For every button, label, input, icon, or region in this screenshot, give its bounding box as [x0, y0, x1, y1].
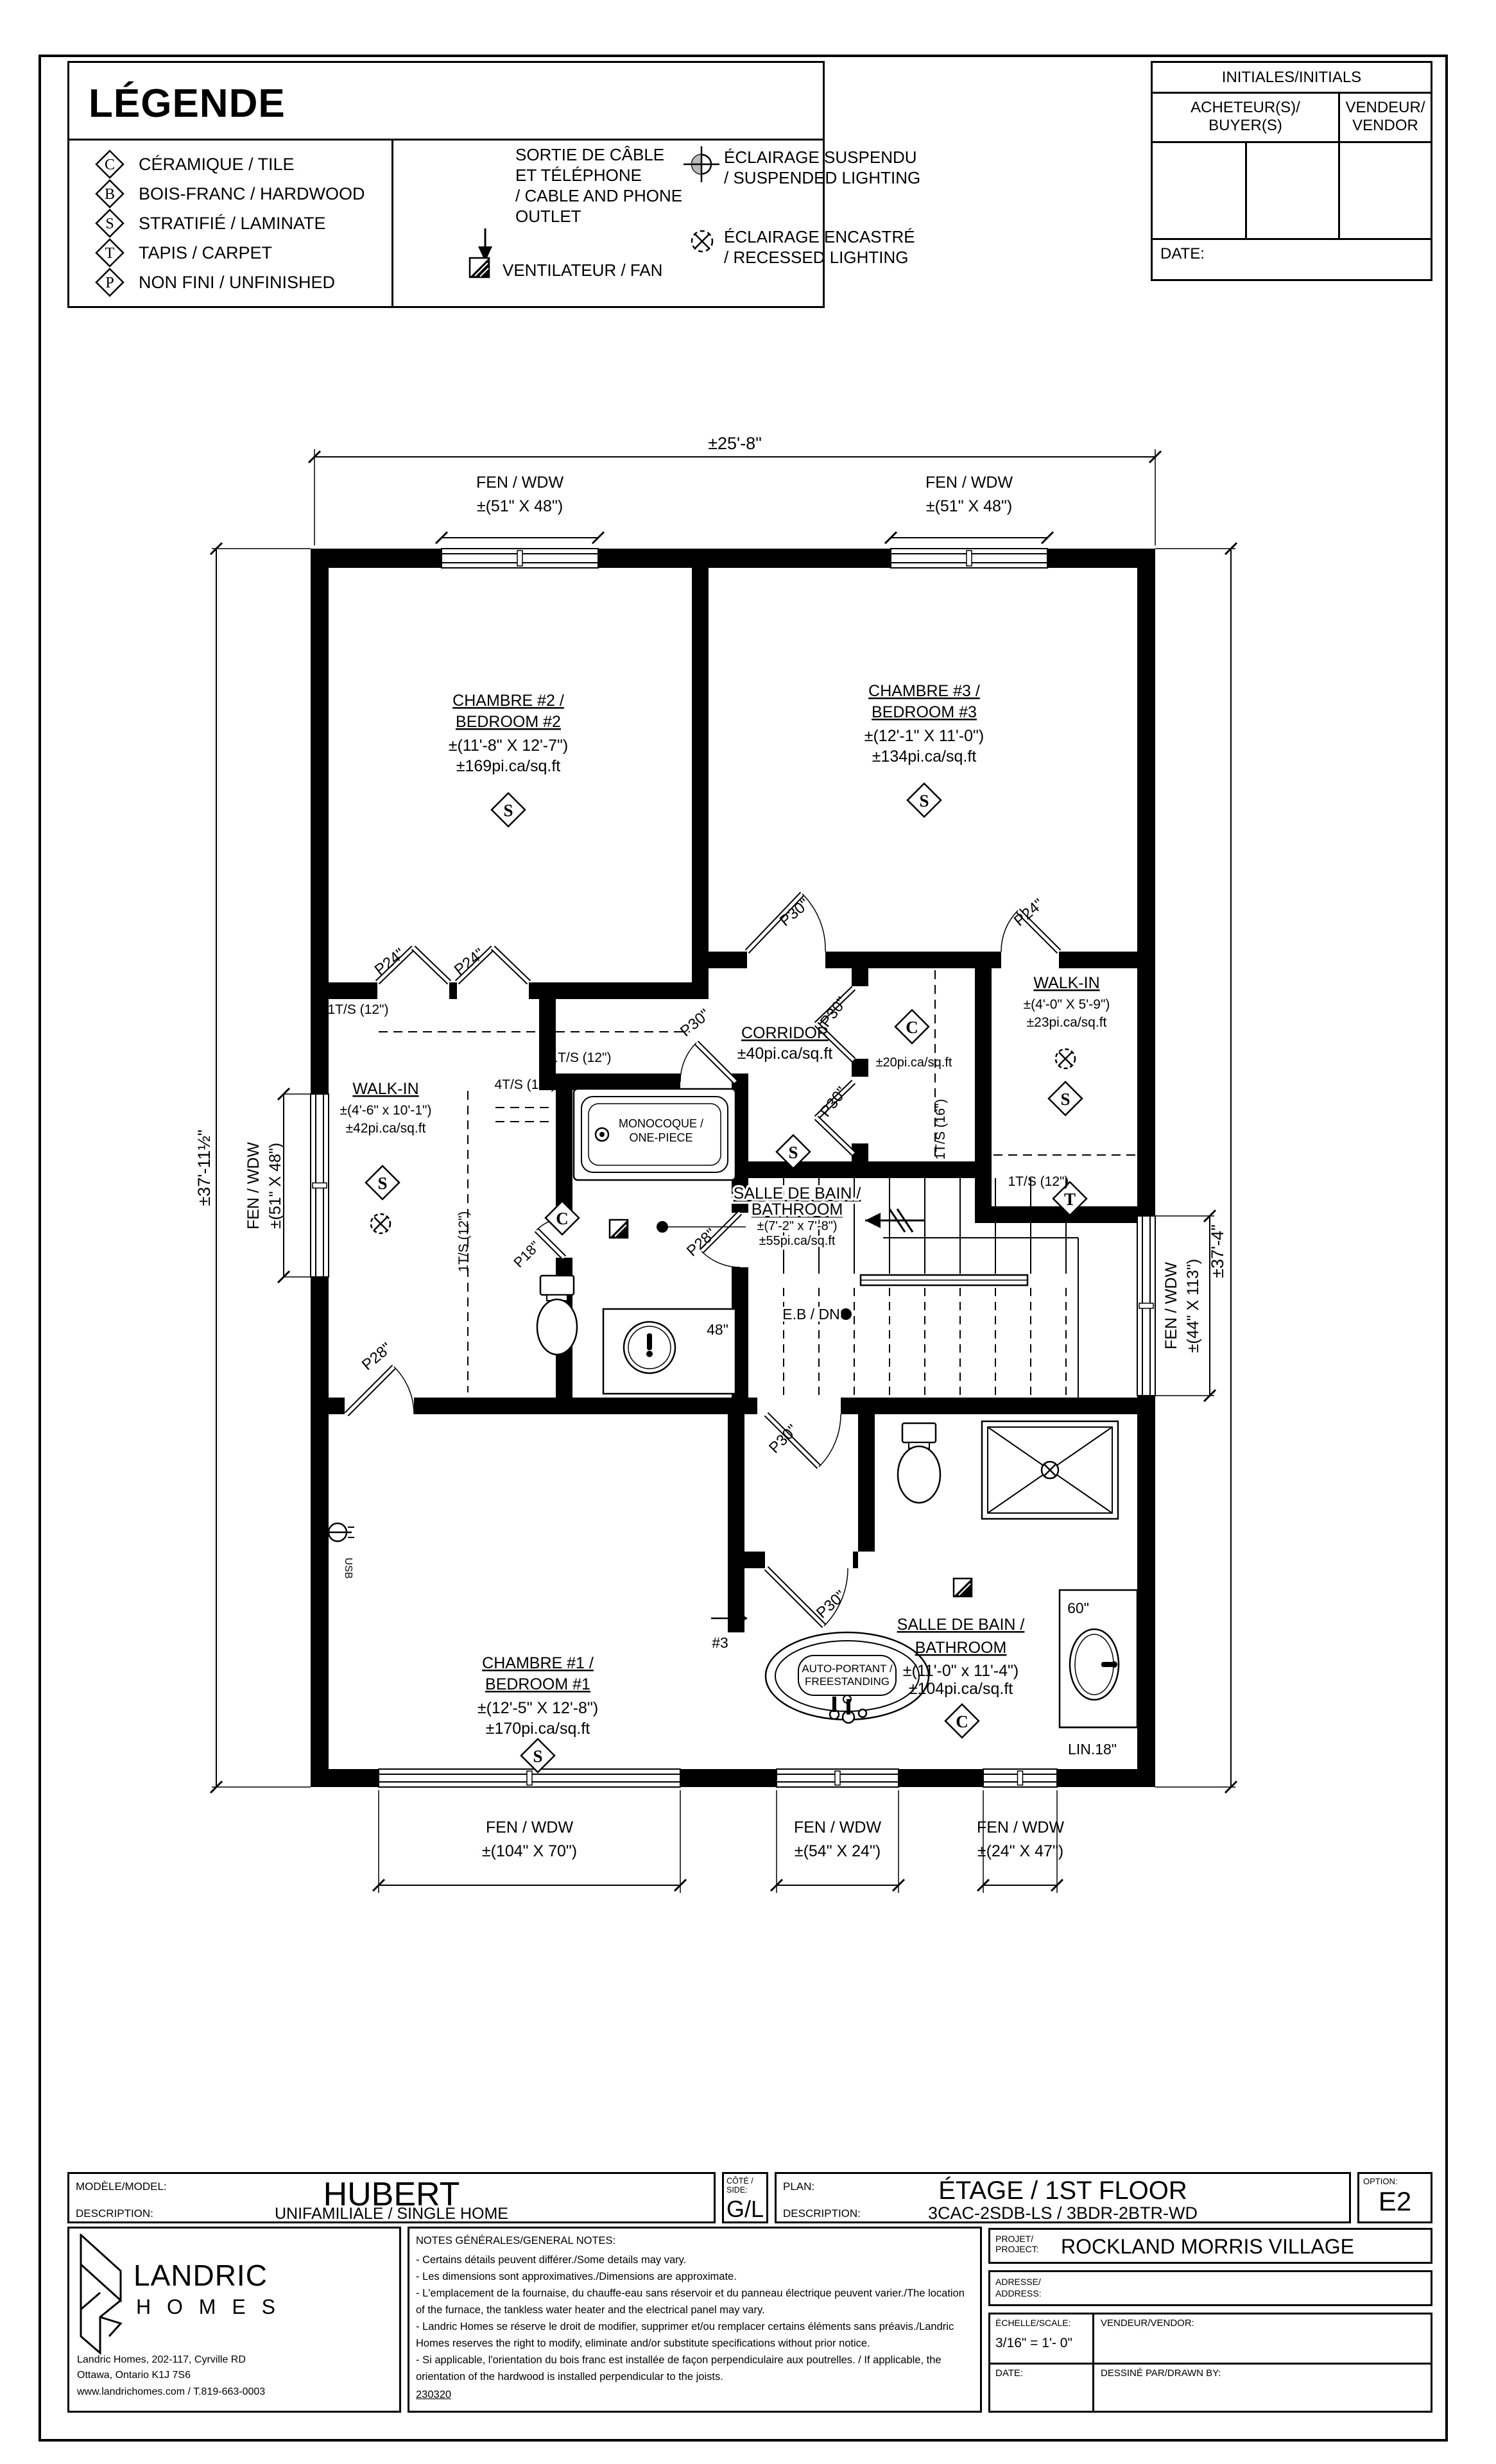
- plan-text: ±40pi.ca/sq.ft: [737, 1045, 833, 1063]
- diamond-B-icon: [95, 179, 125, 209]
- closet-area: ±20pi.ca/sq.ft: [875, 1056, 952, 1070]
- diamond-T-icon: [95, 238, 125, 268]
- legend-box: [67, 61, 921, 308]
- project-box: [988, 2228, 1432, 2264]
- legend-item-B: B BOIS-FRANC / HARDWOOD: [95, 179, 365, 209]
- laminate-symbol: [521, 1739, 555, 1772]
- shelf: 1T/S (12"): [550, 1050, 612, 1065]
- plan-text: ±(4'-0" X 5'-9"): [1023, 997, 1110, 1012]
- side-label: CÔTÉ / SIDE:: [727, 2177, 753, 2194]
- svg-text:P: P: [105, 275, 114, 291]
- plan-text: ±55pi.ca/sq.ft: [759, 1234, 836, 1248]
- vendor-cell[interactable]: [1094, 2314, 1432, 2365]
- initials-table: [1151, 61, 1432, 281]
- model-description: UNIFAMILIALE / SINGLE HOME: [275, 2205, 508, 2223]
- model-label: MODÈLE/MODEL:: [76, 2180, 167, 2193]
- legend-item-C: C CÉRAMIQUE / TILE: [95, 150, 295, 179]
- door-p30: P30": [776, 895, 813, 930]
- shelf: 4T/S (16"): [494, 1077, 556, 1092]
- cable-line1: SORTIE DE CÂBLE: [515, 145, 665, 164]
- svg-text:B: B: [104, 186, 116, 203]
- window-label: FEN / WDW: [1162, 1262, 1180, 1350]
- svg-text:C: C: [956, 1712, 968, 1731]
- recessed-line1: ÉCLAIRAGE ENCASTRÉ: [724, 227, 915, 246]
- door-p24: P24": [1010, 895, 1047, 930]
- svg-text:S: S: [919, 791, 929, 810]
- door-p28: P28": [358, 1339, 395, 1374]
- door-p30: P30": [766, 1421, 802, 1457]
- plan-text: BEDROOM #3: [872, 703, 977, 721]
- door-p30: P30": [676, 1005, 714, 1041]
- window-size: ±(24" X 47"): [977, 1842, 1064, 1860]
- vendor-initial-cell[interactable]: [1340, 143, 1431, 238]
- dim-height-left: ±37'-11½": [194, 1129, 214, 1206]
- window-label: FEN / WDW: [793, 1818, 882, 1836]
- window-label: FEN / WDW: [485, 1818, 574, 1836]
- landric-logo: [76, 2234, 127, 2356]
- door-p30: P30": [816, 993, 851, 1031]
- tile-symbol: [945, 1704, 979, 1738]
- model-box: [67, 2172, 716, 2223]
- notes-box: [408, 2227, 982, 2413]
- scale-label: ÉCHELLE/SCALE:: [995, 2318, 1071, 2328]
- plan-name: ÉTAGE / 1ST FLOOR: [938, 2177, 1187, 2205]
- plan-text: ±(12'-5" X 12'-8"): [477, 1699, 599, 1717]
- cable-line2: ET TÉLÉPHONE: [515, 166, 642, 185]
- plan-box: [775, 2172, 1351, 2223]
- address-box[interactable]: [988, 2270, 1432, 2306]
- window-label: FEN / WDW: [476, 474, 564, 492]
- drawn-by-cell[interactable]: [1094, 2365, 1432, 2413]
- tile-symbol: [546, 1201, 579, 1235]
- shelf: 1T/S (12"): [1008, 1174, 1069, 1189]
- svg-text:T: T: [105, 245, 115, 262]
- diamond-P-icon: [95, 268, 125, 297]
- recessed-light: [371, 1214, 390, 1233]
- legend-item-S: S STRATIFIÉ / LAMINATE: [95, 209, 326, 238]
- door-p28: P28": [683, 1225, 720, 1260]
- tile-symbol: [895, 1010, 929, 1043]
- door-p24: P24": [371, 945, 408, 979]
- plan-text: ONE-PIECE: [629, 1131, 693, 1144]
- plan-text: ±23pi.ca/sq.ft: [1026, 1015, 1107, 1030]
- company-address-3: www.landrichomes.com / T.819-663-0003: [77, 2386, 266, 2397]
- toilet: [898, 1423, 940, 1503]
- door-p18: P18": [510, 1238, 544, 1271]
- window-size: ±(104" X 70"): [481, 1842, 578, 1860]
- tub-one-piece: MONOCOQUE /: [618, 1117, 704, 1130]
- option-value: E2: [1378, 2186, 1412, 2216]
- cable-line3: / CABLE AND PHONE: [515, 186, 683, 205]
- svg-text:S: S: [788, 1143, 798, 1162]
- door-p30: P30": [816, 1083, 851, 1120]
- room-bedroom1: CHAMBRE #1 /: [482, 1654, 594, 1672]
- date-label: DATE:: [995, 2368, 1024, 2379]
- room-corridor: CORRIDOR: [741, 1024, 829, 1042]
- leader-dot: [840, 1308, 852, 1320]
- window-size: ±(51" X 48"): [266, 1142, 284, 1229]
- svg-text:S: S: [503, 801, 513, 820]
- svg-text:S: S: [377, 1174, 388, 1193]
- shelf: 1T/S (16"): [933, 1099, 948, 1160]
- scale-grid: [988, 2313, 1432, 2413]
- window-size: ±(44" X 113"): [1184, 1258, 1202, 1353]
- suspended-line2: / SUSPENDED LIGHTING: [724, 168, 921, 187]
- project-name: ROCKLAND MORRIS VILLAGE: [1061, 2235, 1354, 2258]
- plan-text: ±(11'-8" X 12'-7"): [448, 737, 569, 755]
- plan-text: ±(7'-2" x 7'-8"): [757, 1219, 838, 1233]
- usb-outlet-label: USB: [343, 1557, 354, 1579]
- plan-text: ±169pi.ca/sq.ft: [456, 757, 561, 775]
- buyer-initial-cell-2[interactable]: [1247, 143, 1340, 238]
- description-label: DESCRIPTION:: [76, 2207, 153, 2220]
- dim-height-right: ±37'-4": [1208, 1224, 1227, 1278]
- side-box: [722, 2172, 768, 2223]
- window-label: FEN / WDW: [976, 1818, 1065, 1836]
- window-size: ±(51" X 48"): [925, 497, 1013, 515]
- fan-symbol: [610, 1220, 628, 1238]
- window-size: ±(54" X 24"): [794, 1842, 881, 1860]
- notes-title: NOTES GÉNÉRALES/GENERAL NOTES:: [416, 2235, 616, 2246]
- company-name-1: LANDRIC: [133, 2259, 268, 2292]
- plan-text: BATHROOM: [915, 1639, 1007, 1657]
- date-cell2[interactable]: [990, 2365, 1094, 2413]
- plan-text: ±(12'-1" X 11'-0"): [864, 727, 984, 745]
- vanity-60: 60": [1067, 1600, 1089, 1616]
- cable-line4: OUTLET: [515, 207, 581, 226]
- legend-item-T: T TAPIS / CARPET: [95, 238, 272, 268]
- plan-text: ±134pi.ca/sq.ft: [872, 748, 977, 766]
- vendor-label: VENDEUR/VENDOR:: [1101, 2318, 1194, 2329]
- room-bedroom2: CHAMBRE #2 /: [452, 692, 564, 710]
- option-label: OPTION:: [1363, 2177, 1398, 2186]
- suspended-line1: ÉCLAIRAGE SUSPENDU: [724, 148, 917, 167]
- svg-text:C: C: [556, 1209, 569, 1228]
- door-p30: P30": [812, 1587, 850, 1622]
- outlet-3: #3: [712, 1634, 728, 1651]
- fan-symbol: [954, 1579, 972, 1596]
- door-p24: P24": [451, 945, 488, 979]
- linen-closet: LIN.18": [1068, 1741, 1117, 1758]
- toilet: [537, 1276, 577, 1355]
- svg-text:S: S: [1060, 1090, 1070, 1109]
- room-bathroom-bottom: SALLE DE BAIN /: [897, 1616, 1025, 1634]
- svg-text:S: S: [533, 1747, 543, 1766]
- shelf: 1T/S (12"): [327, 1002, 389, 1017]
- room-bedroom3: CHAMBRE #3 /: [868, 682, 980, 700]
- room-bathroom-mid: SALLE DE BAIN /: [733, 1185, 861, 1202]
- svg-text:C: C: [104, 157, 116, 173]
- legend-title: LÉGENDE: [89, 81, 286, 126]
- laminate-symbol: [1049, 1082, 1082, 1115]
- option-box: [1357, 2172, 1432, 2223]
- buyer-initial-cell-1[interactable]: [1153, 143, 1247, 238]
- plan-text: ±(4'-6" x 10'-1"): [340, 1103, 432, 1118]
- model-name: HUBERT: [323, 2176, 460, 2213]
- svg-text:C: C: [906, 1018, 918, 1037]
- notes-ref: 230320: [416, 2389, 452, 2400]
- stairs-down: E.B / DN: [782, 1306, 840, 1322]
- suspended-light-icon: [682, 145, 721, 184]
- legend-item-P: P NON FINI / UNFINISHED: [95, 268, 335, 297]
- initials-title: INITIALES/INITIALS: [1153, 63, 1431, 94]
- plan-text: BEDROOM #2: [456, 713, 561, 731]
- window-size: ±(51" X 48"): [476, 497, 563, 515]
- project-label: PROJET/ PROJECT:: [995, 2234, 1039, 2254]
- room-walkin-left: WALK-IN: [352, 1080, 419, 1098]
- laminate-symbol: [492, 793, 525, 826]
- recessed-line2: / RECESSED LIGHTING: [724, 248, 909, 267]
- fan-icon: [467, 255, 493, 281]
- plan-text: ±(11'-0" x 11'-4"): [902, 1662, 1019, 1680]
- window-label: FEN / WDW: [245, 1142, 262, 1230]
- drawn-by-label: DESSINÉ PAR/DRAWN BY:: [1101, 2368, 1221, 2379]
- vendor-header: VENDEUR/ VENDOR: [1345, 99, 1425, 134]
- company-name-2: H O M E S: [136, 2295, 280, 2318]
- shelf: 1T/S (12"): [456, 1211, 471, 1272]
- scale-value: 3/16" = 1'- 0": [995, 2336, 1072, 2350]
- side-value: G/L: [726, 2196, 764, 2222]
- plan-text: BEDROOM #1: [485, 1675, 590, 1693]
- company-address-2: Ottawa, Ontario K1J 7S6: [77, 2370, 191, 2381]
- buyer-header: ACHETEUR(S)/ BUYER(S): [1153, 94, 1340, 141]
- laminate-symbol: [366, 1166, 399, 1199]
- date-cell[interactable]: DATE:: [1160, 245, 1205, 262]
- plan-text: ±42pi.ca/sq.ft: [345, 1121, 426, 1136]
- dim-overall-width: ±25'-8": [708, 434, 762, 453]
- window-label: FEN / WDW: [925, 474, 1013, 492]
- notes-lines: - Certains détails peuvent différer./Some details may vary. - Les dimensions sont approximatives./Dimensions are approximate. - L'emplacement de la fournaise, du chauffe-eau sans réservoir et du panneau électrique peuvent varier./The location of the furnace, the tankless water heater and the electrical panel may vary. - Landric Homes se réserve le droit de modifier, supprimer et/ou remplacer certains éléments sans préavis./Landric Homes reserves the right to modify, eliminate and/or substitute specifications without prior notice. - Si applicable, l'orientation du bois franc est installée de façon perpendiculaire aux poutrelles. / If applicable, the orientation of the hardwood is installed perpendicular to the joists.: [416, 2254, 965, 2383]
- vanity-48: 48": [707, 1321, 728, 1338]
- plan-text: BATHROOM: [751, 1201, 843, 1219]
- diamond-S-icon: [95, 209, 125, 238]
- company-address-1: Landric Homes, 202-117, Cyrville RD: [77, 2354, 246, 2365]
- room-walkin-right: WALK-IN: [1033, 974, 1100, 992]
- svg-text:T: T: [1063, 1190, 1076, 1209]
- tub-freestanding: AUTO-PORTANT /: [802, 1663, 893, 1675]
- laminate-symbol: [907, 783, 941, 817]
- diamond-C-icon: [95, 150, 125, 179]
- plan-description-label: DESCRIPTION:: [783, 2207, 861, 2220]
- plan-description: 3CAC-2SDB-LS / 3BDR-2BTR-WD: [927, 2203, 1198, 2223]
- scale-cell: [990, 2314, 1094, 2365]
- address-label: ADRESSE/ ADDRESS:: [995, 2277, 1042, 2298]
- svg-text:S: S: [105, 216, 114, 232]
- plan-text: ±104pi.ca/sq.ft: [908, 1680, 1013, 1698]
- doors: [347, 894, 1059, 1626]
- recessed-light-icon: [684, 223, 720, 259]
- fan-label: VENTILATEUR / FAN: [503, 261, 663, 280]
- plan-label: PLAN:: [783, 2180, 815, 2193]
- plan-text: FREESTANDING: [805, 1675, 890, 1688]
- company-box: [67, 2227, 401, 2413]
- shower: [982, 1421, 1118, 1519]
- recessed-light: [1056, 1049, 1075, 1068]
- plan-text: ±170pi.ca/sq.ft: [485, 1720, 590, 1738]
